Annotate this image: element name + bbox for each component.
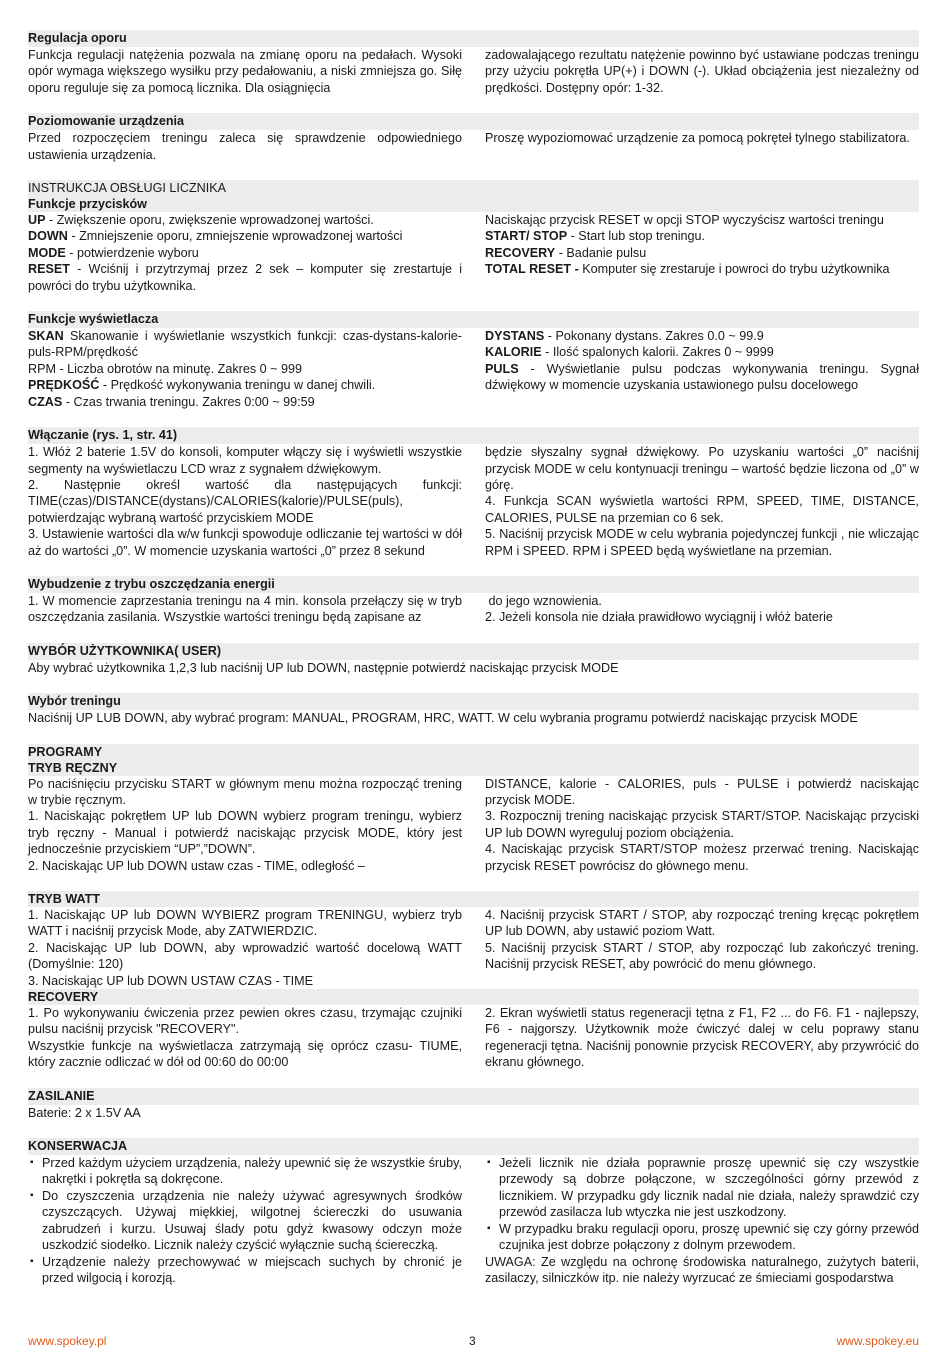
term: CZAS [28,394,63,409]
paragraph: 3. Naciskając UP lub DOWN USTAW CZAS - TIME [28,973,314,988]
description: - Ilość spalonych kalorii. Zakres 0 ~ 9999 [541,345,774,360]
section-heading: INSTRUKCJA OBSŁUGI LICZNIKA [28,180,919,196]
paragraph: 2. Naciskając UP lub DOWN ustaw czas - TIME, odległość – [28,858,365,873]
paragraph: 4. Funkcja SCAN wyświetla wartości RPM, SPEED, TIME, DISTANCE, CALORIES, PULSE na przemian co 6 sek. [485,494,919,525]
subsection-heading: TRYB RĘCZNY [28,760,919,776]
section-resistance [28,30,919,96]
paragraph: Proszę wypoziomować urządzenie za pomocą pokręteł tylnego stabilizatora. [485,131,910,146]
section-power-supply [28,1088,919,1121]
section-heading: KONSERWACJA [28,1138,919,1155]
paragraph: 2. Następnie określ wartość dla następujących funkcji: TIME(czas)/DISTANCE(dystans)/CALORIES(kalorie)/PULSE(puls), potwierdzając wybraną wartość przyciskiem MODE [28,477,462,525]
list-item: ▪ Jeżeli licznik nie działa poprawnie proszę upewnić się czy wszystkie przewody są dobrze połączone, w szczególności górny przewód z licznikiem. W przypadku gdy licznik nadal nie działa, należy sprawdzić czy przewód zasilacza lub wtyczka nie jest uszkodzony. [485,1155,919,1221]
section-training-select [28,693,919,726]
section-heading: RECOVERY [28,989,919,1005]
paragraph: Po naciśnięciu przycisku START w głównym menu można rozpocząć trening w trybie ręcznym. [28,776,462,807]
subsection-heading: Funkcje przycisków [28,196,919,212]
list-item: ▪ Urządzenie należy przechowywać w miejscach suchych by chronić je przed wilgocią i korozją. [28,1254,462,1287]
bullet-list [28,1155,462,1286]
section-display-functions [28,311,919,410]
paragraph: 5. Naciśnij przycisk START / STOP, aby rozpocząć lub zakończyć trening. Naciśnij przycisk RESET, aby powrócić do menu głównego. [485,940,919,972]
paragraph: 2. Ekran wyświetli status regeneracji tętna z F1, F2 ... do F6. F1 - najlepszy, F6 - najgorszy. Użytkownik może ćwiczyć dalej w celu poprawy stanu regeneracji tętna. Naciśnij ponownie przycisk RECOVERY, aby przywrócić do ekranu głównego. [485,1006,919,1070]
definition-item [28,394,462,410]
definition-item [28,361,462,377]
footer-link-pl[interactable]: www.spokey.pl [28,1334,107,1348]
paragraph: 1. Naciskając pokrętłem UP lub DOWN wybierz program treningu, wybierz tryb ręczny - Manual i potwierdź naciskając przycisk MODE, który jest jednocześnie przyciskiem “UP”,”DOWN”. [28,809,462,857]
section-user-select [28,643,919,676]
paragraph: Wszystkie funkcje na wyświetlacza zatrzymają się oprócz czasu- TIUME, który zacznie odliczać w dół od 00:60 do 00:00 [28,1038,462,1070]
definition-item [28,328,462,361]
section-power-on [28,427,919,559]
section-heading: WYBÓR UŻYTKOWNIKA( USER) [28,643,919,660]
paragraph: 1. Naciskając UP lub DOWN WYBIERZ program TRENINGU, wybierz tryb WATT i naciśnij przycisk Mode, aby ZATWIERDZIC. [28,908,462,939]
section-leveling [28,113,919,163]
section-heading: Wybór treningu [28,693,919,710]
description: - Wyświetlanie pulsu podczas wykonywania treningu. Sygnał dźwiękowy w momencie uzyskania ustawionego pulsu docelowego [485,361,919,393]
term: PULS [485,361,519,376]
right-column [485,444,919,559]
left-column [28,1005,462,1071]
paragraph: 4. Naciśnij przycisk START / STOP, aby rozpocząć trening kręcąc pokrętłem UP lub DOWN, aby ustawić poziom Watt. [485,908,919,939]
definition-item [28,212,462,228]
page-number: 3 [469,1334,476,1348]
paragraph: 2. Naciskając UP lub DOWN, aby wprowadzić wartość docelową WATT (Domyślnie: 120) [28,940,462,972]
list-item: ▪ Przed każdym użyciem urządzenia, należy upewnić się że wszystkie śruby, nakrętki i pokrętła są dokręcone. [28,1155,462,1188]
term: DOWN [28,229,68,244]
left-column [28,47,462,96]
paragraph: 3. Rozpocznij trening naciskając przycisk START/STOP. Naciskając przyciski UP lub DOWN wyreguluj poziom obciążenia. [485,809,919,840]
description: - Pokonany dystans. Zakres 0.0 ~ 99.9 [544,329,764,344]
right-column [485,212,919,294]
left-column [28,328,462,410]
definition-item [28,261,462,294]
section-manual-mode [28,744,919,874]
warning-note: UWAGA: Ze względu na ochronę środowiska naturalnego, zużytych baterii, zasilaczy, silniczków itp. nie należy wyrzucać ze śmieciami gospodarstwa [485,1254,919,1285]
section-heading: Poziomowanie urządzenia [28,113,919,130]
definition-item [485,344,919,360]
paragraph: będzie słyszalny sygnał dźwiękowy. Po uzyskaniu wartości „0” naciśnij przycisk MODE w celu kontynuacji treningu – wartość będzie liczona od „0” w górę. [485,445,919,492]
term: KALORIE [485,345,542,360]
definition-item [485,361,919,394]
left-column [28,212,462,294]
description: - Start lub stop treningu. [567,229,706,244]
section-heading: PROGRAMY [28,744,919,760]
definition-item [485,328,919,344]
paragraph: do jego wznowienia. [485,593,602,608]
section-heading: TRYB WATT [28,891,919,907]
term: TOTAL RESET - [485,262,579,277]
section-heading: Regulacja oporu [28,30,919,47]
right-column [485,1005,919,1071]
paragraph: 2. Jeżeli konsola nie działa prawidłowo wyciągnij i włóż baterie [485,610,833,625]
list-item: ▪ W przypadku braku regulacji oporu, proszę upewnić się czy górny przewód czujnika jest dobrze połączony z dolnym przewodem. [485,1221,919,1254]
right-column [485,130,919,163]
definition-item [485,245,919,261]
paragraph: 1. Po wykonywaniu ćwiczenia przez pewien okres czasu, trzymając czujniki pulsu naciśnij przycisk "RECOVERY". [28,1006,462,1037]
paragraph: 5. Naciśnij przycisk MODE w celu wybrania pojedynczej funkcji , nie wliczając RPM i SPEED. RPM i SPEED będą wyświetlane na przemian. [485,527,919,558]
right-column [485,776,919,874]
left-column [28,593,462,626]
left-column [28,776,462,874]
right-column [485,593,919,626]
paragraph: Funkcja regulacji natężenia pozwala na zmianę oporu na pedałach. Wysoki opór wymaga większego wysiłku przy pedałowaniu, a niski zmniejsza go. Siłę oporu reguluje się za pomocą licznika. Dla osiągnięcia [28,48,462,95]
definition-item [485,228,919,244]
definition-item [485,212,919,228]
section-recovery [28,989,919,1071]
definition-item [485,261,919,277]
manual-page [28,30,919,1286]
left-column [28,907,462,989]
list-item: ▪ Do czyszczenia urządzenia nie należy używać agresywnych środków czyszczących. Używaj miękkiej, wilgotnej ściereczki do usuwania zabrudzeń i kurzu. Usuwaj ślady potu gdyż kwasowy odczyn może uszkodzić siodełko. Licznik należy czyścić wyłącznie suchą ściereczką. [28,1188,462,1254]
section-heading: ZASILANIE [28,1088,919,1105]
description: Skanowanie i wyświetlanie wszystkich funkcji: czas-dystans-kalorie-puls-RPM/prędkość [28,329,462,360]
paragraph: Naciśnij UP LUB DOWN, aby wybrać program: MANUAL, PROGRAM, HRC, WATT. W celu wybrania programu potwierdź naciskając przycisk MODE [28,711,858,726]
term: UP [28,213,46,228]
description: - Zwiększenie oporu, zwiększenie wprowadzonej wartości. [45,213,374,228]
section-wake-up [28,576,919,626]
description: - Czas trwania treningu. Zakres 0:00 ~ 99:59 [62,394,315,409]
section-watt-mode [28,891,919,989]
right-column [485,328,919,410]
left-column [28,444,462,559]
section-heading: Wybudzenie z trybu oszczędzania energii [28,576,919,593]
description: - Badanie pulsu [555,245,647,260]
term: DYSTANS [485,329,545,344]
footer-link-eu[interactable]: www.spokey.eu [836,1334,919,1348]
description: Komputer się zrestaruje i powroci do trybu użytkownika [578,262,890,277]
paragraph: 3. Ustawienie wartości dla w/w funkcji spowoduje odliczanie tej wartości w dół aż do wartości „0”. W momencie uzyskania wartości „0” przez 8 sekund [28,527,462,558]
paragraph: 4. Naciskając przycisk START/STOP możesz przerwać trening. Naciskając przycisk RESET powrócisz do głównego menu. [485,842,919,873]
right-column [485,907,919,989]
section-maintenance [28,1138,919,1286]
section-heading: Włączanie (rys. 1, str. 41) [28,427,919,444]
term: SKAN [28,329,64,344]
paragraph: 1. W momencie zaprzestania treningu na 4 min. konsola przełączy się w tryb oszczędzania zasilania. Wszystkie wartości treningu będą zapisane az [28,593,462,625]
definition-item [28,228,462,244]
paragraph: DISTANCE, kalorie - CALORIES, puls - PULSE i potwierdź naciskając przycisk MODE. [485,776,919,807]
term: START/ STOP [485,229,568,244]
term: PRĘDKOŚĆ [28,378,100,393]
paragraph: 1. Włóż 2 baterie 1.5V do konsoli, komputer włączy się i wyświetli wszystkie segmenty na wyświetlaczu LCD wraz z sygnałem dźwiękowym. [28,445,462,476]
description: Naciskając przycisk RESET w opcji STOP wyczyścisz wartości treningu [485,213,884,228]
description: - Wciśnij i przytrzymaj przez 2 sek – komputer się zrestartuje i powróci do trybu użytkownika. [28,262,462,293]
definition-item [28,245,462,261]
description: - potwierdzenie wyboru [65,245,199,260]
paragraph: Baterie: 2 x 1.5V AA [28,1105,141,1120]
description: RPM - Liczba obrotów na minutę. Zakres 0 ~ 999 [28,361,303,376]
description: - Zmniejszenie oporu, zmniejszenie wprowadzonej wartości [67,229,403,244]
section-button-functions [28,180,919,294]
term: RESET [28,262,70,277]
definition-item [28,377,462,393]
bullet-list [485,1155,919,1253]
term: RECOVERY [485,245,556,260]
paragraph: Aby wybrać użytkownika 1,2,3 lub naciśnij UP lub DOWN, następnie potwierdź naciskając przycisk MODE [28,660,619,675]
paragraph: zadowalającego rezultatu natężenie powinno być ustawiane podczas treningu przy użyciu pokrętła UP(+) i DOWN (-). Układ obciążenia jest niezależny od prędkości. Dostępny opór: 1-32. [485,48,919,95]
paragraph: Przed rozpoczęciem treningu zaleca się sprawdzenie odpowiedniego ustawienia urządzenia. [28,131,462,162]
left-column [28,1155,462,1286]
section-heading: Funkcje wyświetlacza [28,311,919,328]
right-column [485,47,919,96]
description: - Prędkość wykonywania treningu w danej chwili. [99,378,376,393]
term: MODE [28,245,66,260]
left-column [28,130,462,163]
right-column [485,1155,919,1286]
